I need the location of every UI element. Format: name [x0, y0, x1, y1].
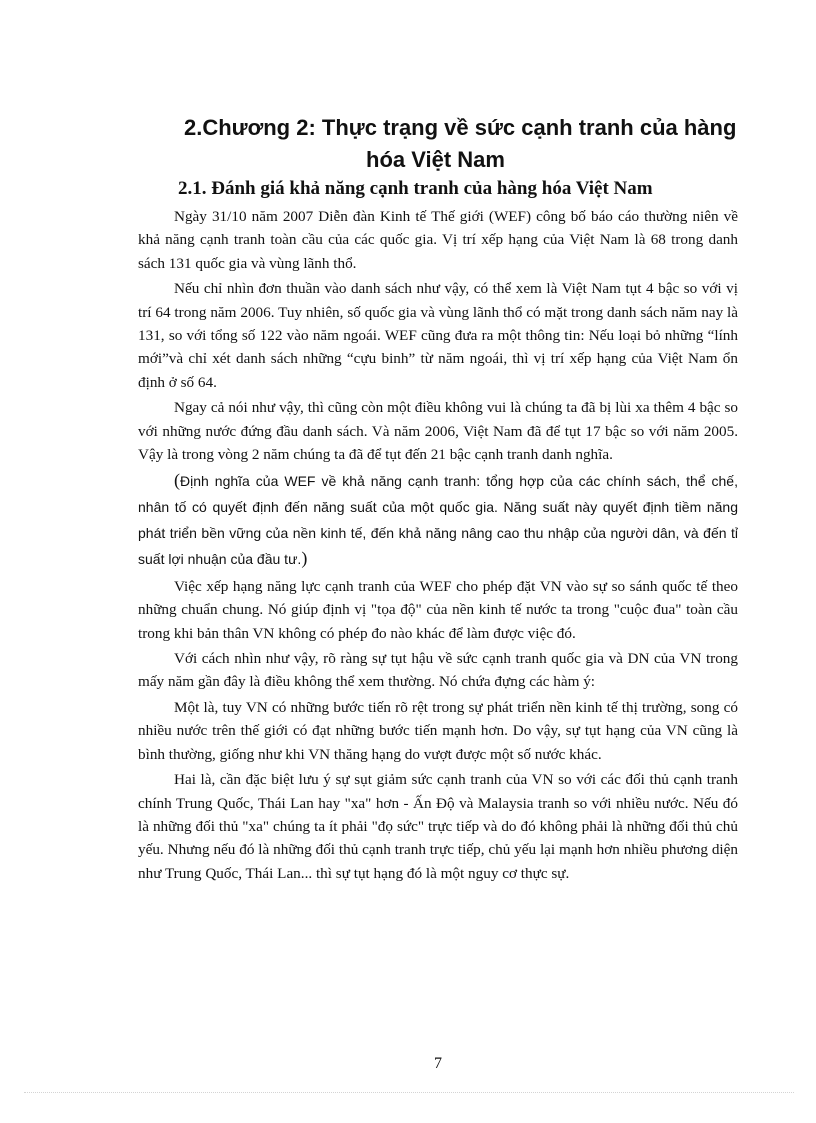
body-text — [138, 205, 738, 887]
note-text: Định nghĩa của WEF về khả năng cạnh tranh: tổng hợp của các chính sách, thể chế, nhân tố có quyết định đến năng suất của một quốc gia. Năng suất này quyết định tiềm năng phát triển bền vững của nền kinh tế, đến khả năng nâng cao thu nhập của người dân, và đến tỉ suất lợi nhuận của đầu tư. — [138, 473, 738, 568]
chapter-title — [178, 112, 758, 176]
note-close-paren: ) — [301, 548, 308, 569]
page-bottom-border — [24, 1092, 794, 1093]
paragraph-implication-two: Hai là, cần đặc biệt lưu ý sự sụt giảm sức cạnh tranh của VN so với các đối thủ cạnh tranh chính Trung Quốc, Thái Lan hay "xa" hơn - Ấn Độ và Malaysia tranh so với nhiều nước. Nếu đó là những đối thủ "xa" chúng ta ít phải "đọ sức" trực tiếp và do đó không phải là những đối thủ chủ yếu. Nhưng nếu đó là những đối thủ cạnh tranh trực tiếp, chủ yếu lại mạnh hơn nhiều phương diện như Trung Quốc, Thái Lan... thì sự tụt hạng đó là một nguy cơ thực sự. — [138, 771, 738, 882]
paragraph-ranking-decline: Ngay cả nói như vậy, thì cũng còn một điều không vui là chúng ta đã bị lùi xa thêm 4 bậc so với những nước đứng đầu danh sách. Và năm 2006, Việt Nam đã để tụt 17 bậc so với năm 2005. Vậy là trong vòng 2 năm chúng ta đã để tụt đến 21 bậc cạnh tranh danh nghĩa. — [138, 399, 738, 464]
chapter-title-line-1: 2.Chương 2: Thực trạng về sức cạnh tranh của hàng — [184, 115, 737, 140]
section-title: 2.1. Đánh giá khả năng cạnh tranh của hàng hóa Việt Nam — [178, 178, 653, 199]
paragraph-ranking-analysis: Nếu chỉ nhìn đơn thuần vào danh sách như vậy, có thể xem là Việt Nam tụt 4 bậc so với vị trí 64 trong năm 2006. Tuy nhiên, số quốc gia và vùng lãnh thổ có mặt trong danh sách năm nay là 131, so với tổng số 122 vào năm ngoái. WEF cũng đưa ra một thông tin: Nếu loại bỏ những “lính mới”và chỉ xét danh sách những “cựu binh” từ năm ngoái, thì vị trí xếp hạng của Việt Nam ổn định ở số 64. — [138, 280, 738, 391]
chapter-title-line-2: hóa Việt Nam — [366, 147, 505, 172]
page-number: 7 — [434, 1055, 442, 1072]
note-open-paren: ( — [174, 470, 180, 491]
paragraph-implications-intro: Với cách nhìn như vậy, rõ ràng sự tụt hậu về sức cạnh tranh quốc gia và DN của VN trong mấy năm gần đây là điều không thể xem thường. Nó chứa đựng các hàm ý: — [138, 650, 738, 691]
paragraph-wef-report: Ngày 31/10 năm 2007 Diễn đàn Kinh tế Thế giới (WEF) công bố báo cáo thường niên về khả năng cạnh tranh toàn cầu của các quốc gia. Vị trí xếp hạng của Việt Nam là 68 trong danh sách 131 quốc gia và vùng lãnh thổ. — [138, 208, 738, 272]
paragraph-implication-one: Một là, tuy VN có những bước tiến rõ rệt trong sự phát triển nền kinh tế thị trường, song có nhiều nước trên thế giới có đạt những bước tiến mạnh hơn. Do vậy, sự tụt hạng của VN cũng là bình thường, giống như khi VN thăng hạng do vượt được một số nước khác. — [138, 698, 738, 763]
paragraph-wef-definition — [138, 468, 738, 572]
paragraph-international-comparison: Việc xếp hạng năng lực cạnh tranh của WEF cho phép đặt VN vào sự so sánh quốc tế theo những chuẩn chung. Nó giúp định vị "tọa độ" của nền kinh tế nước ta trong "cuộc đua" toàn cầu trong khi bản thân VN không có phép đo nào khác để làm được việc đó. — [138, 577, 738, 642]
